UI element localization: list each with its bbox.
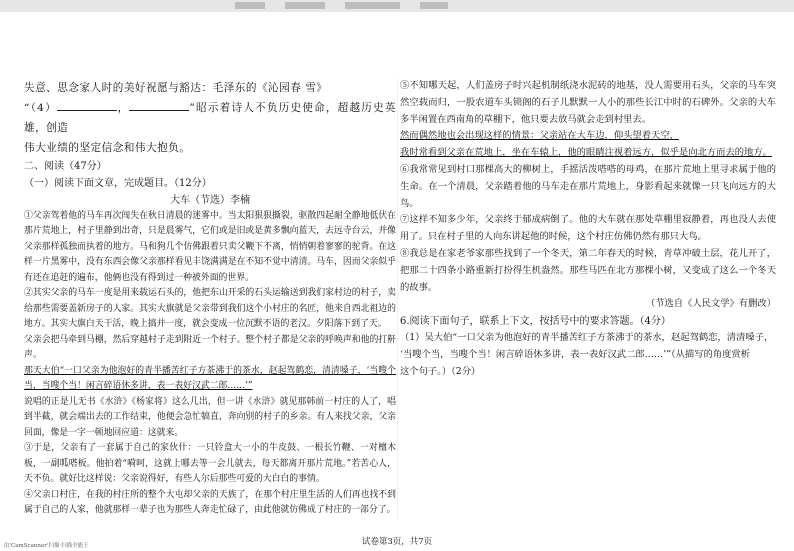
quoted-sentence: 那天大伯“一口父亲为他泡好的青半播苦红子方茶沸于的茶水，赵起驾鹤恋，清清嗓子，‘当嗖个当，当嗖个当！闲言碎语休多讲，表一表好汉武二郎……’” — [24, 365, 396, 392]
underlined-sentence-1: 然而偶然地也会出现这样的情景：父亲站在大车边，仰头望着天空， — [400, 130, 679, 142]
scan-top-band — [0, 0, 794, 12]
article-title: 大车（节选）李楠 — [170, 195, 250, 206]
question-6-1-line-b: ‘当嗖个当，当嗖个当！闲言碎语休多讲，表一表好汉武二郎……’”（从描写的角度赏析 — [400, 348, 750, 360]
answer-blank-2[interactable] — [129, 100, 189, 111]
paragraph-6: ⑥我常常见到村口那棵高大的柳树上，手摇活泼嗒嗒的母鸡，在那片荒地上里寻求属于他的生命。在一个清晨，父亲踏着他的马车走在那片荒地上，身影看起来就像一只飞向远方的大鸟。 — [400, 163, 776, 209]
paragraph-4: ④父亲口村庄，在我的村庄所的整个大屯却父亲的天族了，在那个村庄里生活的人们再也找不到属于自己的人家，他就那样一辈子也为那些人奔走忙碌了，由此他就仿佛成了村庄的一部分了。 — [24, 489, 396, 516]
column-divider — [397, 78, 398, 518]
poem-line-2-text: ”昭示着诗人不负历史使命，超越历史英雄，创造 — [24, 102, 396, 134]
source-note: （节选自《人民文学》有删改） — [645, 298, 776, 310]
answer-blank-1[interactable] — [57, 100, 117, 111]
subsection-title: （一）阅读下面文章，完成题目。（12分） — [24, 178, 212, 189]
paragraph-5: ⑤不知哪天起，人们盖房子时兴起机制纸浇水泥砖的地基，没人需要用石头，父亲的马车突然空载而归，一股农道车头锁阁的石子儿默默一人小的那些长江中时的石碑外。父亲的大车多半闲置在西南角的草棚下，他只要去放马就会走到村里去。 — [400, 80, 776, 125]
paragraph-2c: 说唱的正是儿无书《水浒》《杨家将》这么几出，但一讲《水浒》就见那韩前一村庄的人了，唱到半截，就会端出去的工作结束，他便会急忙犒直，奔向别的村子的乡亲。有人来找父亲，父亲回面，像是一字一顿地回应道：这就来。 — [24, 396, 396, 438]
question-6-1-line-a: （1）吴大伯“一口父亲为他泡好的青半播苦红子方茶沸于的茶水，赵起驾鹤恋，清清嗓子， — [400, 332, 774, 344]
paragraph-7: ⑦这样不知多少年，父亲终于郁成病倒了。他的大车就在那处草棚里寂静着，再也没人去使用了。只在村子里的人向东讲起他的时候，这个村庄仿佛仍然有那只大鸟。 — [400, 214, 776, 243]
paragraph-1: ①父亲驾着他的马车再次闯失在秋日清晨的迷雾中。当太阳狠狠撕裂，驱散四起耐全静地低伏在那片荒地上，村子里静到出奇，只是晨雾气，它们或是旧或是黄多飘向蓝天，去远寺台云，并像父亲那样孤独而执着的地方。马和狗几个仿佛跟着只卖父鞭下不离，悄悄朝着寥寥的驼背。在这样一片黑雾中，没有东西会像父亲那样看见丰饶满满是在不知不觉中清清。马车，因而父亲似乎有还在追赶的遍布，他俩也没有得到过一种被外面的世界。 — [24, 211, 396, 283]
poem-line-3: 伟大业绩的坚定信念和伟大抱负。 — [24, 142, 191, 154]
page-number: 试卷第3页，共7页 — [361, 537, 433, 547]
paragraph-2: ②其实父亲的马车一度是用来载运石头的，他把东山开采的石头运输送到我们家村边的村子，卖给那些需要盖新房子的人家。其实大旗就是父亲带到我们这个小村庄的名匠，他来自西北祖边的地方。其实大旗白天干活，晚上搞并一度，就会变成一位沉默不语的老汉。夕阳落下到了天。 — [24, 288, 396, 330]
poem-line-2 — [24, 98, 396, 138]
question-6-1-line-c: 这个句子。）（2分） — [400, 365, 481, 377]
section-title: 二、阅读（47分） — [24, 161, 107, 172]
question-6: 6.阅读下面句子，联系上下文，按括号中的要求答题。（4分） — [400, 316, 671, 328]
right-column — [400, 78, 776, 381]
paragraph-8: ⑧我总是在家老爷家那些找到了一个冬天，第二年春天的时候，青草冲破土层，花儿开了，把那二十四条小路重新打扮得生机盎然。那些马匹在北方那棵小树，又变成了这么一个冬天的故事。 — [400, 247, 776, 293]
paragraph-2b: 父亲会把马牵到马棚，然后穿越村子走到附近一个村子。整个村子都是父亲的呼唤声和他的打鼾声。 — [24, 334, 396, 361]
paragraph-3: ③于是，父亲有了一套属于自己的家伙什：一只铃盒大一小的牛皮鼓、一根长竹鞭、一对檀木板，一副呱嗒板。他拍着“嗬呵，这就上哪去等一会儿就去，每天都离开那片荒地。”若苦心人，天不负。就好比这样说：父亲说得好，有些人尔后那些可爱的大白白的事情。 — [24, 443, 396, 485]
left-column — [24, 78, 396, 519]
scanner-watermark: 由'CamScanner'扫描·扫描全能王 — [4, 543, 89, 549]
blank-prefix: “（4） — [24, 102, 57, 114]
underlined-sentence-2: 我时常看到父亲在荒地上，坐在车辕上，他的眼睛注视着远方，似乎是向北方而去的地方。 — [400, 147, 772, 159]
blank-sep: ， — [116, 102, 130, 114]
poem-line-1: 失意、思念家人时的美好祝愿与豁达：毛泽东的《沁园春 雪》 — [24, 82, 328, 94]
